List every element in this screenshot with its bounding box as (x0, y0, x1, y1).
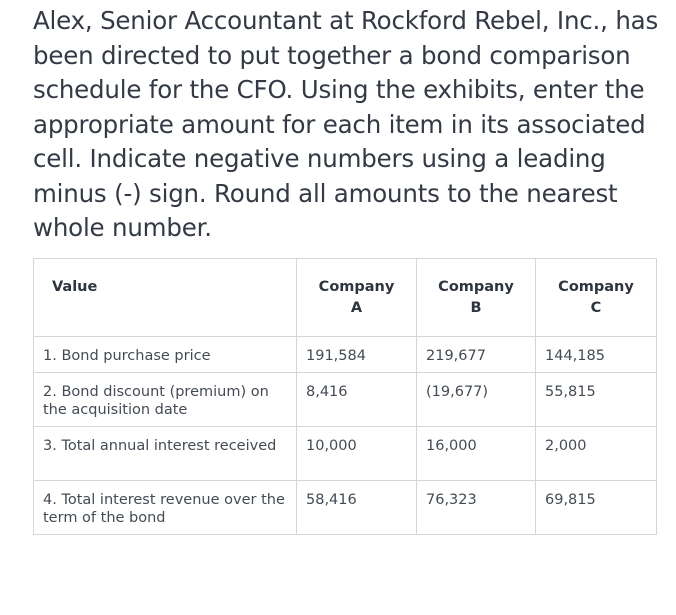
cell-company-c[interactable]: 55,815 (536, 373, 657, 427)
row-label-total-annual-interest: 3. Total annual interest received (34, 427, 297, 481)
cell-company-b[interactable]: 76,323 (417, 481, 536, 535)
table-header-row (34, 259, 657, 337)
cell-company-b[interactable]: 16,000 (417, 427, 536, 481)
table-row (34, 481, 657, 535)
bond-comparison-table (33, 258, 657, 535)
header-company-a (297, 259, 417, 337)
cell-company-c[interactable]: 69,815 (536, 481, 657, 535)
cell-company-b[interactable]: 219,677 (417, 337, 536, 373)
header-company-b (417, 259, 536, 337)
question-prompt: Alex, Senior Accountant at Rockford Rebel, Inc., has been directed to put together a bond comparison schedule for the CFO. Using the exhibits, enter the appropriate amount for each item in its associated cell. Indicate negative numbers using a leading minus (-) sign. Round all amounts to the nearest whole number. (33, 6, 659, 242)
cell-company-a[interactable]: 58,416 (297, 481, 417, 535)
table-row (34, 337, 657, 373)
row-label-total-interest-revenue: 4. Total interest revenue over the term of the bond (34, 481, 297, 535)
table-row (34, 373, 657, 427)
cell-company-a[interactable]: 8,416 (297, 373, 417, 427)
header-company-b-line2: B (470, 300, 482, 316)
row-label-bond-purchase-price: 1. Bond purchase price (34, 337, 297, 373)
cell-company-b[interactable]: (19,677) (417, 373, 536, 427)
cell-company-c[interactable]: 144,185 (536, 337, 657, 373)
table-row (34, 427, 657, 481)
header-company-c (536, 259, 657, 337)
header-value: Value (34, 259, 297, 337)
header-company-b-line1: Company (438, 279, 514, 295)
row-label-bond-discount: 2. Bond discount (premium) on the acquisition date (34, 373, 297, 427)
header-company-c-line2: C (590, 300, 602, 316)
cell-company-a[interactable]: 10,000 (297, 427, 417, 481)
header-company-a-line2: A (350, 300, 363, 316)
header-company-c-line1: Company (558, 279, 634, 295)
header-company-a-line1: Company (318, 279, 395, 295)
cell-company-a[interactable]: 191,584 (297, 337, 417, 373)
cell-company-c[interactable]: 2,000 (536, 427, 657, 481)
